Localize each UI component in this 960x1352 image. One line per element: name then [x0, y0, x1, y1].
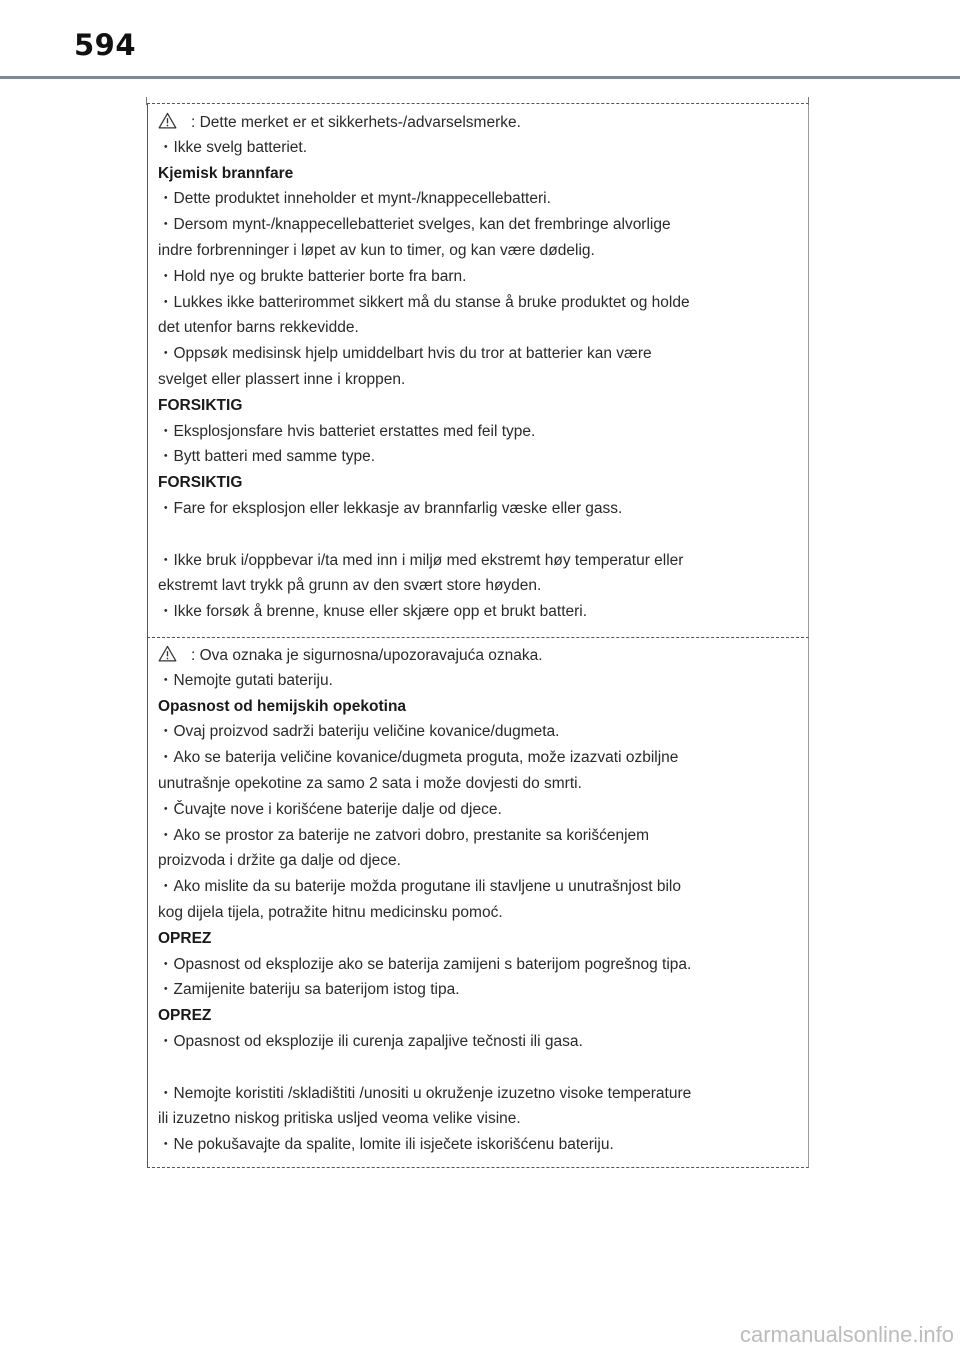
body-line: ・Lukkes ikke batterirommet sikkert må du stanse å bruke produktet og holde [158, 293, 690, 311]
body-line: ・Fare for eksplosjon eller lekkasje av brannfarlig væske eller gass. [158, 500, 623, 517]
body-line: ・Ikke svelg batteriet. [158, 138, 308, 156]
corner-tick [146, 97, 147, 105]
page-number: 594 [74, 28, 137, 62]
section-heading: FORSIKTIG [158, 474, 243, 492]
body-line: ・Dersom mynt-/knappecellebatteriet svelges, kan det frembringe alvorlige [158, 216, 671, 234]
body-line: ・Ako mislite da su baterije možda progutane ili stavljene u unutrašnjost bilo [158, 878, 681, 896]
warning-triangle-icon [158, 112, 177, 129]
body-line: ・Ikke bruk i/oppbevar i/ta med inn i miljø med ekstremt høy temperatur eller [158, 551, 684, 569]
body-line: ・Oppsøk medisinsk hjelp umiddelbart hvis du tror at batterier kan være [158, 345, 652, 363]
intro-line [158, 112, 521, 133]
body-line: ・Ikke forsøk å brenne, knuse eller skjære opp et brukt batteri. [158, 603, 588, 621]
body-line: ・Opasnost od eksplozije ili curenja zapaljive tečnosti ili gasa. [158, 1033, 583, 1050]
section-heading: Kjemisk brannfare [158, 164, 294, 182]
section-heading: Opasnost od hemijskih opekotina [158, 697, 407, 715]
intro-text: : Dette merket er et sikkerhets-/advarselsmerke. [191, 114, 521, 131]
body-line: ・Opasnost od eksplozije ako se baterija zamijeni s baterijom pogrešnog tipa. [158, 955, 692, 973]
body-line: ・Ako se prostor za baterije ne zatvori dobro, prestanite sa korišćenjem [158, 826, 650, 844]
body-line: ・Ne pokušavajte da spalite, lomite ili isječete iskorišćenu bateriju. [158, 1136, 614, 1154]
intro-text: : Ova oznaka je sigurnosna/upozoravajuća oznaka. [191, 647, 543, 664]
body-line: ・Hold nye og brukte batterier borte fra barn. [158, 267, 467, 285]
section-heading: OPREZ [158, 1007, 212, 1025]
header-rule [0, 76, 960, 79]
body-line: ・Ovaj proizvod sadrži bateriju veličine kovanice/dugmeta. [158, 723, 560, 741]
body-line: svelget eller plassert inne i kroppen. [158, 371, 406, 388]
body-line: ・Eksplosjonsfare hvis batteriet erstattes med feil type. [158, 422, 536, 440]
body-line: unutrašnje opekotine za samo 2 sata i može dovjesti do smrti. [158, 775, 582, 792]
body-line: proizvoda i držite ga dalje od djece. [158, 852, 401, 870]
body-line: ・Ako se baterija veličine kovanice/dugmeta proguta, može izazvati ozbiljne [158, 749, 679, 767]
section-heading: OPREZ [158, 929, 212, 947]
body-line: ili izuzetno niskog pritiska usljed veoma velike visine. [158, 1110, 521, 1128]
section-heading: FORSIKTIG [158, 396, 243, 414]
body-line: ・Zamijenite bateriju sa baterijom istog tipa. [158, 981, 460, 999]
body-line: ・Čuvajte nove i korišćene baterije dalje od djece. [158, 800, 502, 818]
body-line: ・Dette produktet inneholder et mynt-/knappecellebatteri. [158, 190, 551, 208]
body-line: indre forbrenninger i løpet av kun to timer, og kan være dødelig. [158, 242, 595, 259]
corner-tick [808, 97, 809, 105]
body-line: ・Bytt batteri med samme type. [158, 448, 376, 466]
body-line: ekstremt lavt trykk på grunn av den svært store høyden. [158, 577, 542, 595]
intro-line [158, 645, 543, 666]
body-line: ・Nemojte koristiti /skladištiti /unositi u okruženje izuzetno visoke temperature [158, 1084, 692, 1102]
body-line: kog dijela tijela, potražite hitnu medicinsku pomoć. [158, 904, 503, 921]
warning-triangle-icon [158, 645, 177, 662]
footer-watermark: carmanualsonline.info [739, 1322, 954, 1347]
body-line: ・Nemojte gutati bateriju. [158, 671, 333, 689]
body-line: det utenfor barns rekkevidde. [158, 319, 359, 337]
